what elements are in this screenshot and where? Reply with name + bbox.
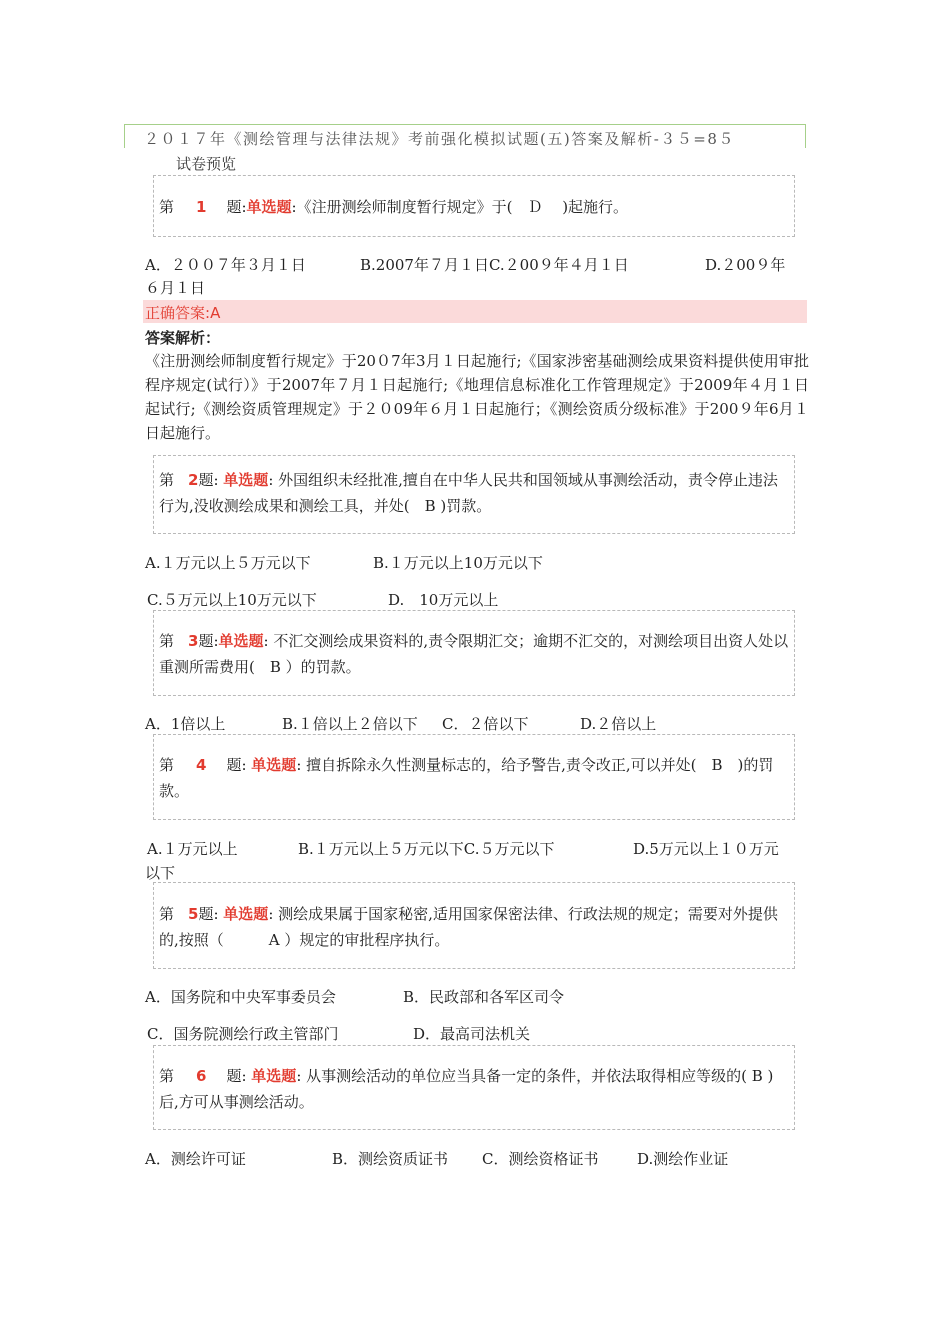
question-number: 4 — [196, 756, 207, 774]
option-d: D.测绘作业证 — [637, 1150, 729, 1168]
option-d-cont: 以下 — [145, 864, 176, 882]
answer-value: A — [210, 304, 221, 322]
option-a: A．国务院和中央军事委员会 — [145, 988, 336, 1006]
answer-bar — [143, 300, 807, 323]
question-box-1 — [153, 175, 795, 237]
question-prefix: 第 — [159, 198, 175, 216]
option-c: C．测绘资格证书 — [482, 1150, 599, 1168]
correct-answer — [145, 302, 220, 323]
question-text-5 — [159, 901, 789, 953]
option-b-c: B.2007年７月１日C.２00９年４月１日 — [360, 256, 629, 274]
question-number: 3 — [188, 632, 199, 650]
option-d: D. 10万元以上 — [388, 591, 499, 609]
question-body: :《注册测绘师制度暂行规定》于( Ｄ )起施行。 — [291, 198, 629, 216]
option-a: A．测绘许可证 — [145, 1150, 246, 1168]
question-box-3 — [153, 610, 795, 696]
question-suffix: 题: — [198, 471, 219, 489]
question-text-2 — [159, 467, 789, 519]
option-b-c: B.１万元以上５万元以下C.５万元以下 — [298, 840, 555, 858]
option-d: D.5万元以上１０万元 — [633, 840, 779, 858]
question-box-6 — [153, 1045, 795, 1130]
question-text-1 — [159, 194, 789, 220]
option-a: A.１万元以上５万元以下 — [145, 554, 311, 572]
question-type: 单选题 — [251, 1067, 297, 1085]
option-a: A.１万元以上 — [147, 840, 238, 858]
question-body: : 从事测绘活动的单位应当具备一定的条件，并依法取得相应等级的( B )后,方可从事测绘活动。 — [159, 1067, 774, 1111]
question-type: 单选题 — [251, 756, 297, 774]
question-type: 单选题 — [223, 471, 269, 489]
question-number: 2 — [188, 471, 199, 489]
question-body: : 不汇交测绘成果资料的,责令限期汇交；逾期不汇交的，对测绘项目出资人处以重测所需费用( B ）的罚款。 — [159, 632, 789, 676]
question-suffix: 题: — [226, 1067, 247, 1085]
page-title: ２０１７年《测绘管理与法律法规》考前强化模拟试题(五)答案及解析-３５=8５ — [144, 130, 735, 148]
question-body: : 擅自拆除永久性测量标志的，给予警告,责令改正,可以并处( B )的罚款。 — [159, 756, 774, 800]
question-prefix: 第 — [159, 1067, 175, 1085]
question-prefix: 第 — [159, 632, 175, 650]
question-box-5 — [153, 882, 795, 969]
question-prefix: 第 — [159, 905, 175, 923]
question-suffix: 题: — [198, 632, 219, 650]
option-b: B．测绘资质证书 — [332, 1150, 449, 1168]
question-body: : 测绘成果属于国家秘密,适用国家保密法律、行政法规的规定；需要对外提供的,按照（ A ）规定的审批程序执行。 — [159, 905, 778, 949]
question-suffix: 题: — [198, 905, 219, 923]
question-text-6 — [159, 1063, 789, 1115]
option-b: B.１万元以上10万元以下 — [373, 554, 543, 572]
question-text-3 — [159, 628, 789, 680]
option-b: B.１倍以上２倍以下 — [282, 715, 418, 733]
question-text-4 — [159, 752, 789, 804]
question-prefix: 第 — [159, 471, 175, 489]
page-subtitle: 试卷预览 — [176, 155, 237, 173]
question-box-4 — [153, 734, 795, 820]
option-d: D．最高司法机关 — [413, 1025, 531, 1043]
question-box-2 — [153, 455, 795, 534]
option-a: A．２００７年３月１日 — [145, 256, 306, 274]
question-body: : 外国组织未经批准,擅自在中华人民共和国领域从事测绘活动，责令停止违法行为,没收测绘成果和测绘工具，并处( B )罚款。 — [159, 471, 778, 515]
option-d: D.２00９年 — [705, 256, 786, 274]
option-a: A．1倍以上 — [145, 715, 226, 733]
option-c: C．国务院测绘行政主管部门 — [147, 1025, 339, 1043]
question-type: 单选题 — [218, 632, 264, 650]
question-number: 1 — [196, 198, 207, 216]
question-type: 单选题 — [246, 198, 292, 216]
option-b: B．民政部和各军区司令 — [403, 988, 565, 1006]
question-number: 5 — [188, 905, 199, 923]
option-d: D.２倍以上 — [580, 715, 657, 733]
option-d-cont: ６月１日 — [145, 279, 206, 297]
option-c: C．２倍以下 — [442, 715, 529, 733]
question-type: 单选题 — [223, 905, 269, 923]
analysis-label: 答案解析： — [145, 329, 221, 347]
question-prefix: 第 — [159, 756, 175, 774]
question-suffix: 题: — [226, 198, 247, 216]
option-c: C.５万元以上10万元以下 — [147, 591, 317, 609]
answer-label: 正确答案: — [145, 304, 211, 322]
question-number: 6 — [196, 1067, 207, 1085]
analysis-body: 《注册测绘师制度暂行规定》于20０7年3月１日起施行;《国家涉密基础测绘成果资料提供使用审批程序规定(试行）》于2007年７月１日起施行;《地理信息标准化工作管理规定》于2009年４月１日起试行;《测绘资质管理规定》于２０09年６月１日起施行；《测绘资质分级标准》于200９年6月１日起施行。 — [145, 352, 809, 442]
question-suffix: 题: — [226, 756, 247, 774]
